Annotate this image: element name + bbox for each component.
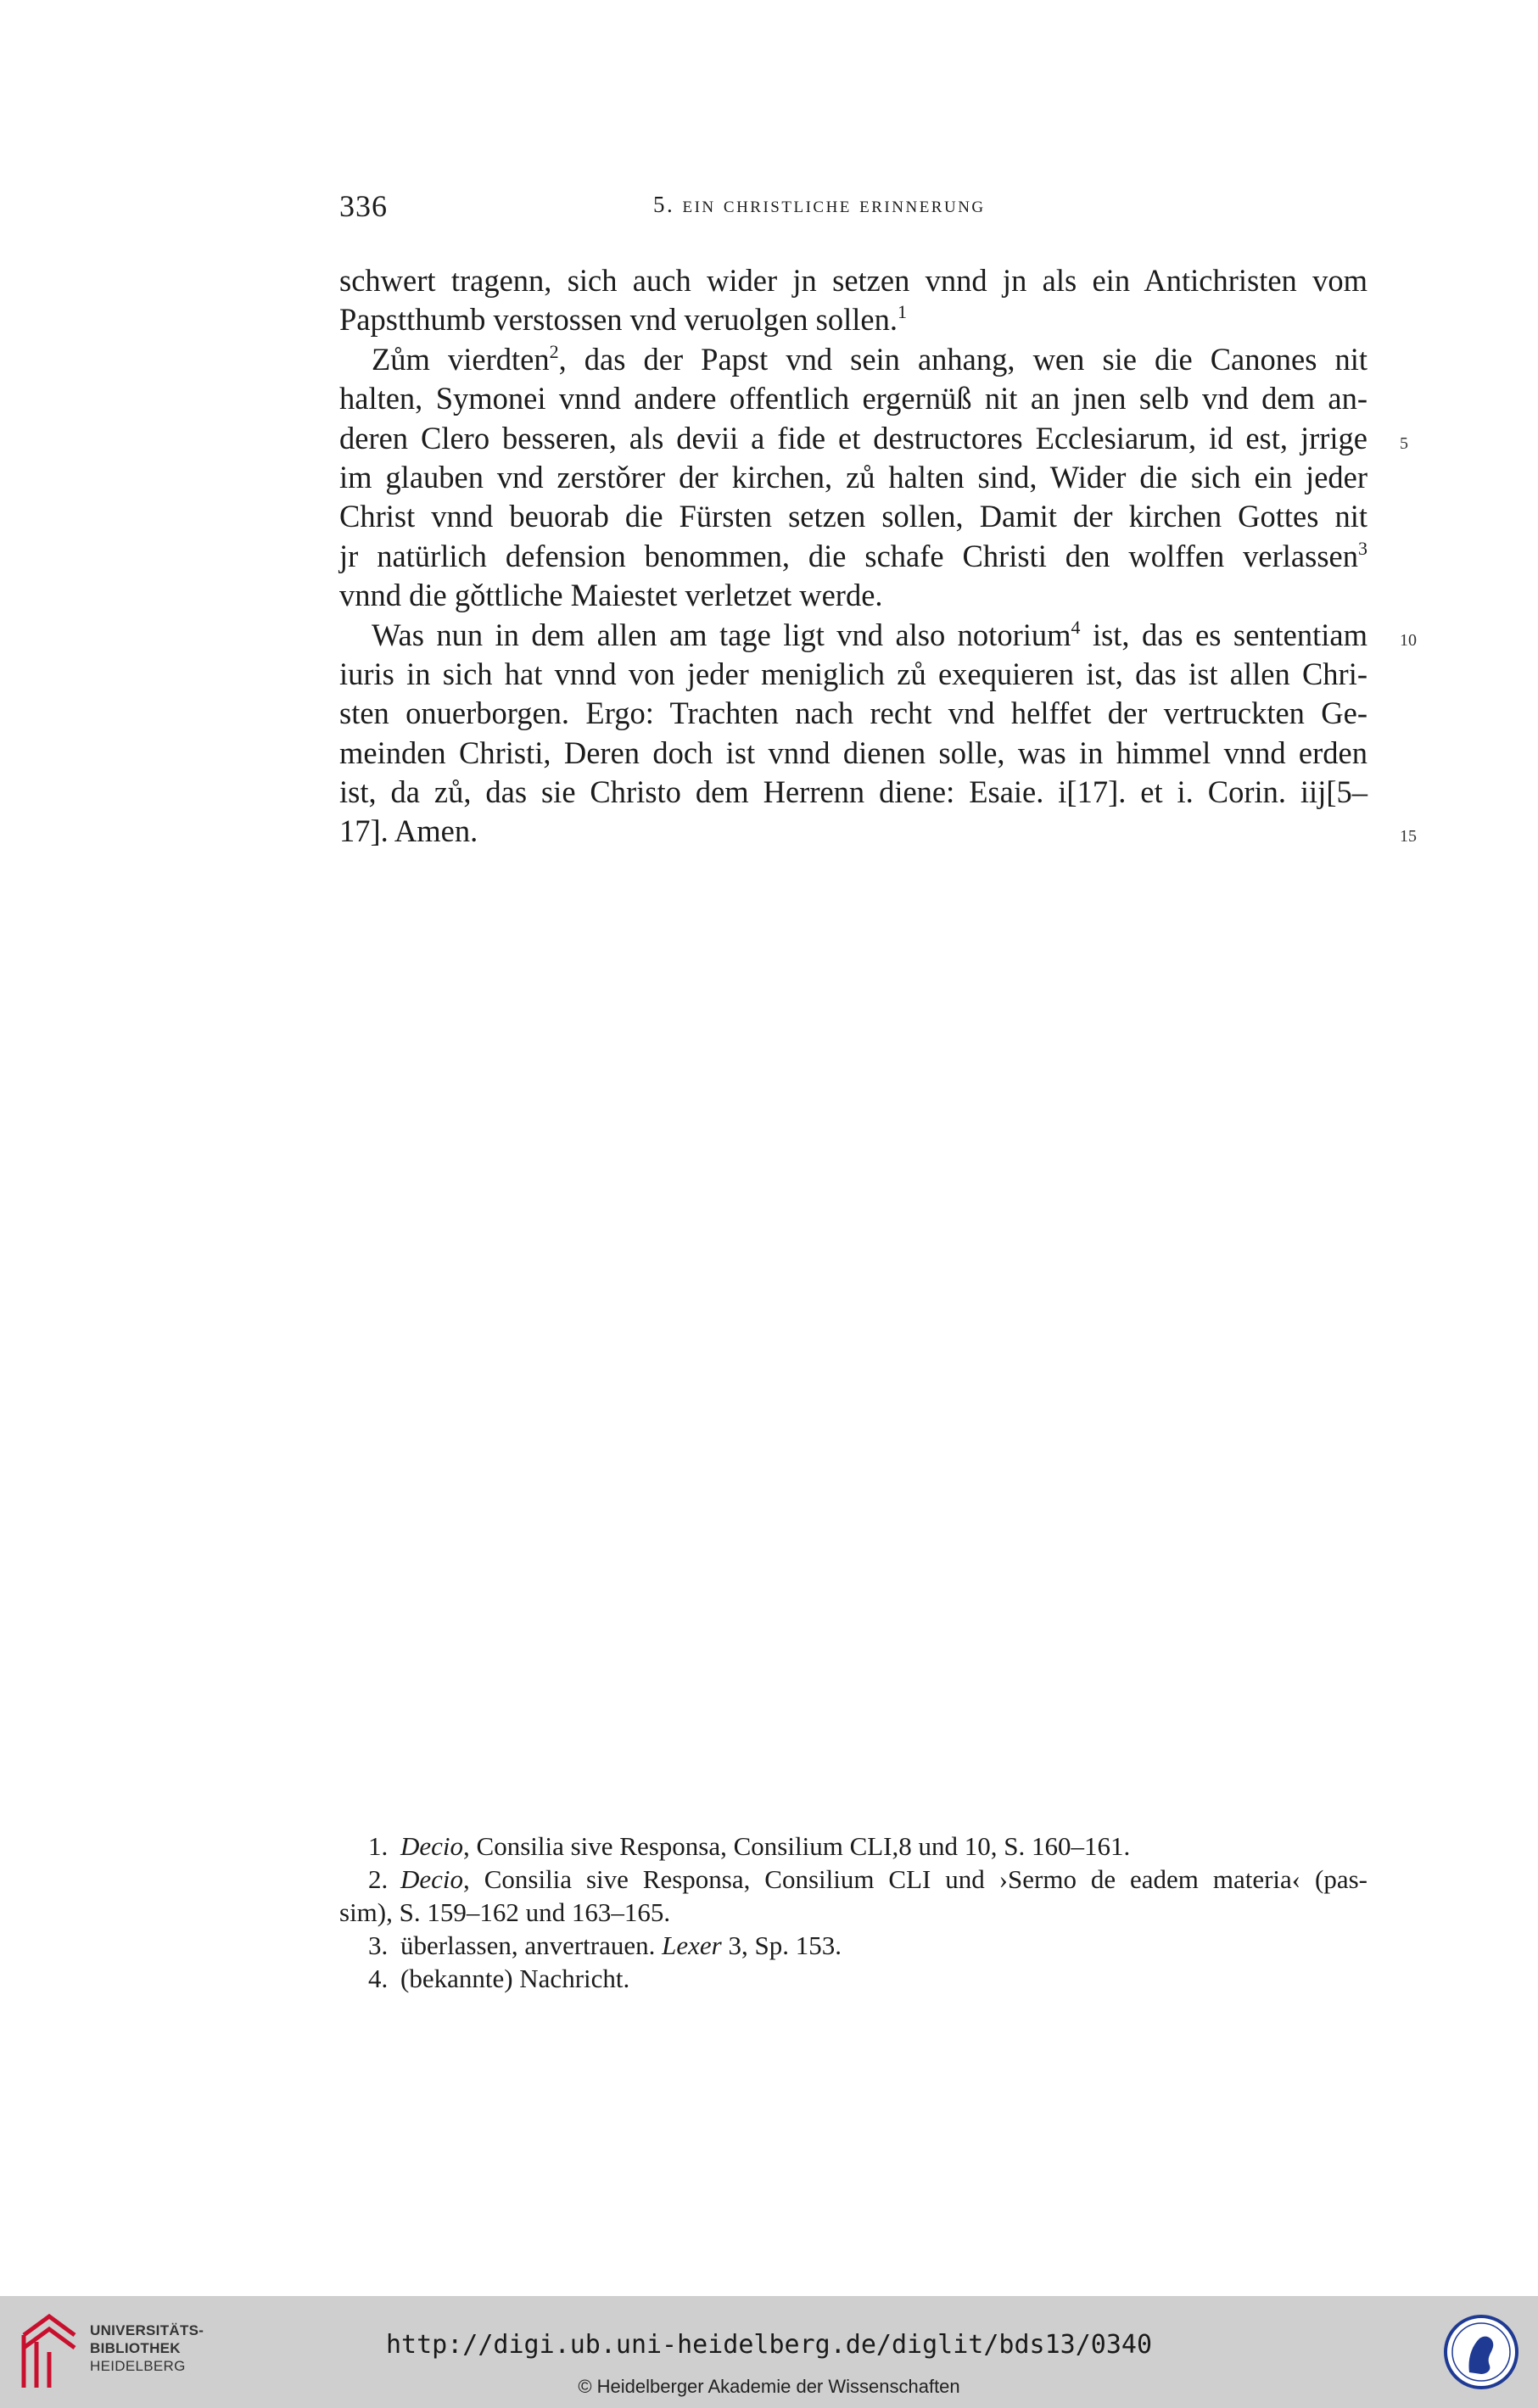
margin-line-number: 15 bbox=[1400, 827, 1417, 846]
text-line-content: Zům vierdten bbox=[372, 341, 550, 377]
text-line-content: ist, da zů, das sie Christo dem Herrenn diene: Esaie. i[17]. et i. Corin. iij[5– bbox=[339, 774, 1367, 810]
text-line bbox=[339, 734, 1367, 773]
library-name-line2: BIBLIOTHEK bbox=[90, 2340, 181, 2356]
footnote-reference[interactable]: 4 bbox=[1071, 616, 1081, 638]
text-line-content: meinden Christi, Deren doch ist vnnd dienen solle, was in himmel vnnd erden bbox=[339, 735, 1367, 770]
footnote-text: , Consilia sive Responsa, Consilium CLI und ›Sermo de eadem materia‹ (pas- bbox=[463, 1864, 1367, 1894]
footnote bbox=[339, 1863, 1367, 1896]
text-line bbox=[339, 261, 1367, 300]
library-name-line1: UNIVERSITÄTS- bbox=[90, 2322, 204, 2338]
footnote bbox=[339, 1929, 1367, 1962]
text-line-content: schwert tragenn, sich auch wider jn setzen vnnd jn als ein Antichristen vom bbox=[339, 263, 1367, 298]
footnote-number: 1. bbox=[368, 1831, 389, 1861]
academy-seal-icon[interactable] bbox=[1442, 2313, 1520, 2391]
footnote-continuation: sim), S. 159–162 und 163–165. bbox=[339, 1897, 671, 1927]
text-line-content: jr natürlich defension benommen, die schafe Christi den wolffen verlassen bbox=[339, 538, 1358, 573]
text-line-tail: , das der Papst vnd sein anhang, wen sie die Canones nit bbox=[558, 341, 1367, 377]
text-line bbox=[339, 379, 1367, 418]
text-line bbox=[339, 419, 1408, 458]
text-line bbox=[339, 537, 1367, 576]
library-name-line3: HEIDELBERG bbox=[90, 2358, 186, 2374]
text-line-content: sten onuerborgen. Ergo: Trachten nach recht vnd helffet der vertruckten Ge- bbox=[339, 696, 1367, 731]
text-line bbox=[339, 300, 1367, 339]
page-header bbox=[339, 188, 1367, 227]
footnote-source: Lexer bbox=[662, 1930, 722, 1960]
text-line-content: Christ vnnd beuorab die Fürsten setzen sollen, Damit der kirchen Gottes nit bbox=[339, 499, 1367, 534]
copyright-notice: © Heidelberger Akademie der Wissenschaften bbox=[578, 2376, 960, 2397]
text-line bbox=[339, 812, 1417, 851]
text-line-content: vnnd die gǒttliche Maiestet verletzet werde. bbox=[339, 578, 883, 613]
footer-bar bbox=[0, 2296, 1538, 2408]
text-line bbox=[339, 616, 1417, 655]
footnote-number: 3. bbox=[368, 1930, 389, 1960]
page-number: 336 bbox=[339, 189, 388, 223]
text-line-content: halten, Symonei vnnd andere offentlich ergernüß nit an jnen selb vnd dem an- bbox=[339, 381, 1367, 416]
text-line bbox=[339, 694, 1367, 733]
footnote-number: 4. bbox=[368, 1964, 389, 1993]
footnote-text: , Consilia sive Responsa, Consilium CLI,8 und 10, S. 160–161. bbox=[463, 1831, 1131, 1861]
footnote-author: Decio bbox=[400, 1831, 464, 1861]
footnote-reference[interactable]: 1 bbox=[897, 301, 907, 323]
text-line-content: iuris in sich hat vnnd von jeder meniglich zů exequieren ist, das ist allen Chri- bbox=[339, 656, 1367, 691]
document-url[interactable]: http://digi.ub.uni-heidelberg.de/diglit/bds13/0340 bbox=[385, 2330, 1153, 2360]
footnote bbox=[339, 1830, 1367, 1863]
text-line bbox=[339, 497, 1367, 536]
footnote bbox=[339, 1962, 1367, 1995]
footnote-author: Decio bbox=[400, 1864, 464, 1894]
margin-line-number: 5 bbox=[1400, 433, 1408, 453]
footnote-reference[interactable]: 3 bbox=[1358, 537, 1367, 559]
footnote-text-after: 3, Sp. 153. bbox=[721, 1930, 842, 1960]
text-line-tail: ist, das es sententiam bbox=[1080, 617, 1367, 652]
footnote-text: überlassen, anvertrauen. bbox=[400, 1930, 663, 1960]
text-line bbox=[339, 773, 1367, 812]
margin-line-number: 10 bbox=[1400, 630, 1417, 650]
footnotes bbox=[339, 1830, 1367, 1995]
footnote-reference[interactable]: 2 bbox=[549, 340, 559, 362]
text-line-content: 17]. Amen. bbox=[339, 813, 478, 849]
text-line-content: im glauben vnd zerstǒrer der kirchen, zů halten sind, Wider die sich ein jeder bbox=[339, 459, 1367, 494]
footnote-text: (bekannte) Nachricht. bbox=[400, 1964, 630, 1993]
body-text bbox=[339, 261, 1417, 852]
text-line-content: Papstthumb verstossen vnd veruolgen sollen. bbox=[339, 302, 898, 338]
text-line-content: deren Clero besseren, als devii a fide et destructores Ecclesiarum, id est, jrrige bbox=[339, 420, 1367, 455]
text-line bbox=[339, 340, 1367, 379]
text-line bbox=[339, 458, 1367, 497]
running-title: 5. ein christliche erinnerung bbox=[653, 192, 986, 217]
footnote-number: 2. bbox=[368, 1864, 389, 1894]
text-line bbox=[339, 576, 1367, 615]
text-line bbox=[339, 655, 1367, 694]
text-line-content: Was nun in dem allen am tage ligt vnd also notorium bbox=[372, 617, 1071, 652]
